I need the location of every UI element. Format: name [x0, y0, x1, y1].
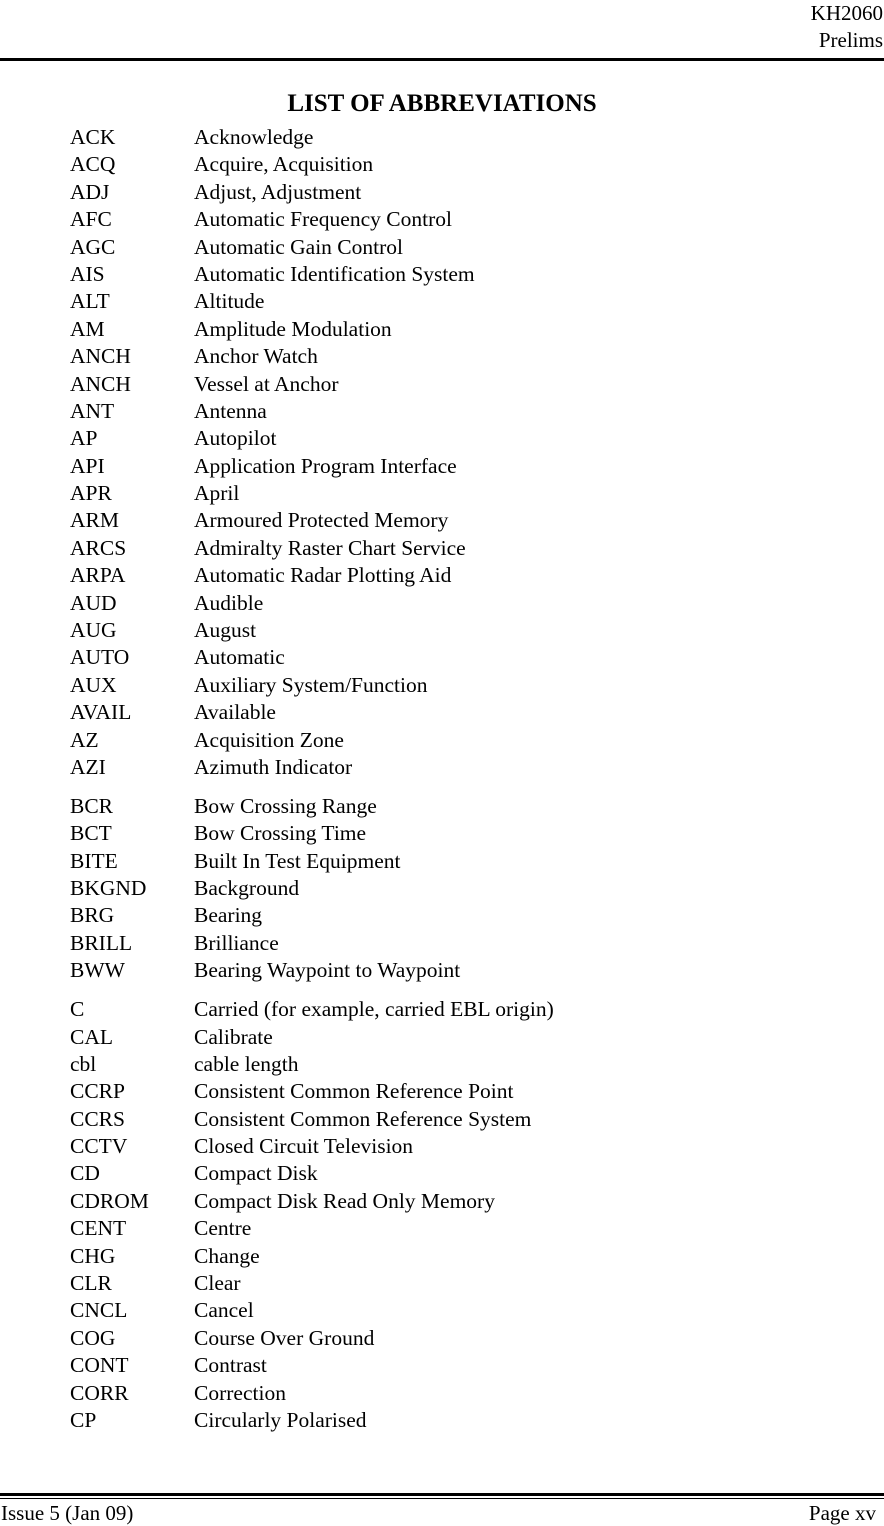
- abbreviation-term: CCRS: [70, 1106, 125, 1131]
- abbreviation-row: [70, 727, 830, 754]
- abbreviation-term: CORR: [70, 1380, 129, 1405]
- abbreviation-term: BCT: [70, 821, 112, 846]
- abbreviation-meaning: April: [194, 481, 240, 506]
- abbreviation-term: AM: [70, 316, 105, 341]
- abbreviation-term: CLR: [70, 1271, 112, 1296]
- abbreviation-meaning: Automatic Gain Control: [194, 234, 403, 259]
- abbreviation-meaning: Consistent Common Reference Point: [194, 1079, 514, 1104]
- abbreviation-term: COG: [70, 1325, 116, 1350]
- abbreviation-term: CP: [70, 1407, 97, 1432]
- abbreviation-term: BKGND: [70, 876, 147, 901]
- abbreviation-row: [70, 206, 830, 233]
- abbreviation-meaning: Built In Test Equipment: [194, 848, 401, 873]
- abbreviation-term: AUD: [70, 590, 117, 615]
- abbreviation-row: [70, 316, 830, 343]
- abbreviation-meaning: Acquire, Acquisition: [194, 152, 374, 177]
- abbreviation-term: CD: [70, 1161, 100, 1186]
- abbreviation-row: [70, 1270, 830, 1297]
- abbreviation-meaning: Application Program Interface: [194, 453, 457, 478]
- abbreviation-term: AUTO: [70, 645, 130, 670]
- abbreviation-term: APR: [70, 481, 112, 506]
- abbreviation-meaning: Carried (for example, carried EBL origin): [194, 997, 554, 1022]
- abbreviation-term: BCR: [70, 793, 114, 818]
- abbreviation-row: [70, 1407, 830, 1434]
- abbreviation-term: BRG: [70, 903, 115, 928]
- abbreviation-term: CNCL: [70, 1298, 128, 1323]
- abbreviation-row: [70, 1380, 830, 1407]
- abbreviation-meaning: Altitude: [194, 289, 265, 314]
- abbreviation-meaning: Armoured Protected Memory: [194, 508, 449, 533]
- abbreviation-meaning: Compact Disk: [194, 1161, 318, 1186]
- abbreviation-meaning: Acquisition Zone: [194, 727, 344, 752]
- abbreviation-meaning: Azimuth Indicator: [194, 754, 353, 779]
- abbreviation-term: ARCS: [70, 535, 127, 560]
- abbreviation-term: AGC: [70, 234, 116, 259]
- abbreviation-row: [70, 1243, 830, 1270]
- abbreviation-row: [70, 151, 830, 178]
- abbreviation-meaning: Automatic Frequency Control: [194, 207, 452, 232]
- abbreviation-row: [70, 793, 830, 820]
- abbreviation-row: [70, 672, 830, 699]
- abbreviation-row: [70, 930, 830, 957]
- page-title: LIST OF ABBREVIATIONS: [287, 90, 597, 117]
- abbreviation-row: [70, 453, 830, 480]
- abbreviation-term: CCTV: [70, 1134, 128, 1159]
- abbreviation-meaning: Background: [194, 876, 300, 901]
- abbreviation-term: ACK: [70, 125, 116, 149]
- abbreviation-meaning: Audible: [194, 590, 264, 615]
- abbreviation-meaning: Calibrate: [194, 1024, 273, 1049]
- abbreviation-term: ANCH: [70, 371, 131, 396]
- abbreviation-row: [70, 1160, 830, 1187]
- abbreviation-term: CHG: [70, 1243, 116, 1268]
- abbreviation-meaning: Acknowledge: [194, 125, 314, 149]
- abbreviation-term: API: [70, 453, 105, 478]
- abbreviation-term: ALT: [70, 289, 110, 314]
- abbreviation-meaning: Brilliance: [194, 930, 279, 955]
- abbreviation-meaning: Cancel: [194, 1298, 254, 1323]
- page-header: [811, 0, 883, 54]
- abbreviation-meaning: Correction: [194, 1380, 286, 1405]
- abbreviation-term: ANCH: [70, 344, 131, 369]
- abbreviation-term: CONT: [70, 1353, 129, 1378]
- abbreviation-row: [70, 957, 830, 984]
- abbreviation-row: [70, 234, 830, 261]
- abbreviation-row: [70, 124, 830, 151]
- abbreviation-row: [70, 562, 830, 589]
- abbreviation-term: ARM: [70, 508, 119, 533]
- abbreviation-term: CENT: [70, 1216, 127, 1241]
- abbreviation-meaning: Antenna: [194, 398, 267, 423]
- abbreviation-row: [70, 1024, 830, 1051]
- abbreviation-row: [70, 1133, 830, 1160]
- issue-label: Issue 5 (Jan 09): [1, 1501, 134, 1525]
- abbreviation-row: [70, 1078, 830, 1105]
- abbreviation-term: CCRP: [70, 1079, 125, 1104]
- abbreviation-row: [70, 617, 830, 644]
- abbreviation-term: AP: [70, 426, 98, 451]
- abbreviation-meaning: Automatic Radar Plotting Aid: [194, 563, 452, 588]
- abbreviation-row: [70, 996, 830, 1023]
- abbreviation-term: BWW: [70, 958, 125, 983]
- abbreviation-row: [70, 754, 830, 781]
- abbreviation-row: [70, 1106, 830, 1133]
- abbreviation-meaning: Compact Disk Read Only Memory: [194, 1188, 495, 1213]
- abbreviation-term: ARPA: [70, 563, 126, 588]
- abbreviation-term: AZI: [70, 754, 106, 779]
- abbreviation-row: [70, 1325, 830, 1352]
- abbreviation-row: [70, 1215, 830, 1242]
- abbreviation-row: [70, 902, 830, 929]
- abbreviation-group: [70, 124, 830, 781]
- abbreviation-meaning: Change: [194, 1243, 260, 1268]
- abbreviation-row: [70, 699, 830, 726]
- abbreviation-term: AFC: [70, 207, 112, 232]
- abbreviation-list: [70, 124, 830, 1434]
- abbreviation-meaning: Bow Crossing Time: [194, 821, 367, 846]
- abbreviation-meaning: Consistent Common Reference System: [194, 1106, 532, 1131]
- abbreviation-row: [70, 1051, 830, 1078]
- abbreviation-term: ADJ: [70, 179, 110, 204]
- abbreviation-row: [70, 1352, 830, 1379]
- abbreviation-group: [70, 996, 830, 1434]
- abbreviation-row: [70, 371, 830, 398]
- abbreviation-row: [70, 820, 830, 847]
- abbreviation-term: CAL: [70, 1024, 113, 1049]
- abbreviation-row: [70, 590, 830, 617]
- abbreviation-meaning: Bow Crossing Range: [194, 793, 377, 818]
- abbreviation-term: AVAIL: [70, 700, 132, 725]
- abbreviation-term: ANT: [70, 398, 115, 423]
- abbreviation-term: AUX: [70, 672, 117, 697]
- abbreviation-meaning: Vessel at Anchor: [194, 371, 339, 396]
- abbreviation-term: cbl: [70, 1051, 97, 1076]
- abbreviation-meaning: Contrast: [194, 1353, 267, 1378]
- abbreviation-term: C: [70, 997, 85, 1022]
- abbreviation-row: [70, 425, 830, 452]
- abbreviation-row: [70, 1188, 830, 1215]
- abbreviation-meaning: Centre: [194, 1216, 252, 1241]
- abbreviation-meaning: Clear: [194, 1271, 241, 1296]
- abbreviation-meaning: Adjust, Adjustment: [194, 179, 362, 204]
- abbreviation-group: [70, 793, 830, 985]
- abbreviation-meaning: Autopilot: [194, 426, 277, 451]
- abbreviation-meaning: Amplitude Modulation: [194, 316, 392, 341]
- abbreviation-term: ACQ: [70, 152, 116, 177]
- abbreviation-meaning: Bearing Waypoint to Waypoint: [194, 958, 461, 983]
- abbreviation-row: [70, 179, 830, 206]
- abbreviation-meaning: Closed Circuit Television: [194, 1134, 414, 1159]
- abbreviation-term: AZ: [70, 727, 99, 752]
- abbreviation-term: CDROM: [70, 1188, 149, 1213]
- abbreviation-row: [70, 507, 830, 534]
- document-code: KH2060: [810, 1, 883, 25]
- abbreviation-row: [70, 288, 830, 315]
- page-number: Page xv: [808, 1501, 876, 1525]
- abbreviation-row: [70, 343, 830, 370]
- abbreviation-term: BRILL: [70, 930, 133, 955]
- abbreviation-row: [70, 1297, 830, 1324]
- abbreviation-term: AIS: [70, 261, 105, 286]
- abbreviation-term: AUG: [70, 618, 117, 643]
- abbreviation-row: [70, 848, 830, 875]
- abbreviation-row: [70, 644, 830, 671]
- abbreviation-row: [70, 261, 830, 288]
- abbreviation-meaning: Admiralty Raster Chart Service: [194, 535, 466, 560]
- abbreviation-row: [70, 398, 830, 425]
- abbreviation-meaning: Circularly Polarised: [194, 1407, 367, 1432]
- abbreviation-row: [70, 875, 830, 902]
- abbreviation-term: BITE: [70, 848, 118, 873]
- abbreviation-meaning: Automatic: [194, 645, 285, 670]
- abbreviation-meaning: Auxiliary System/Function: [194, 672, 428, 697]
- abbreviation-meaning: Available: [194, 700, 276, 725]
- abbreviation-meaning: Automatic Identification System: [194, 261, 475, 286]
- abbreviation-meaning: Course Over Ground: [194, 1325, 375, 1350]
- abbreviation-meaning: cable length: [194, 1051, 299, 1076]
- abbreviation-meaning: Bearing: [194, 903, 263, 928]
- abbreviation-row: [70, 535, 830, 562]
- abbreviation-meaning: Anchor Watch: [194, 344, 318, 369]
- footer-divider: [0, 1493, 884, 1496]
- abbreviation-row: [70, 480, 830, 507]
- footer-divider-thin: [0, 1498, 884, 1499]
- abbreviation-meaning: August: [194, 618, 257, 643]
- section-name: Prelims: [818, 28, 883, 52]
- header-divider: [0, 58, 884, 61]
